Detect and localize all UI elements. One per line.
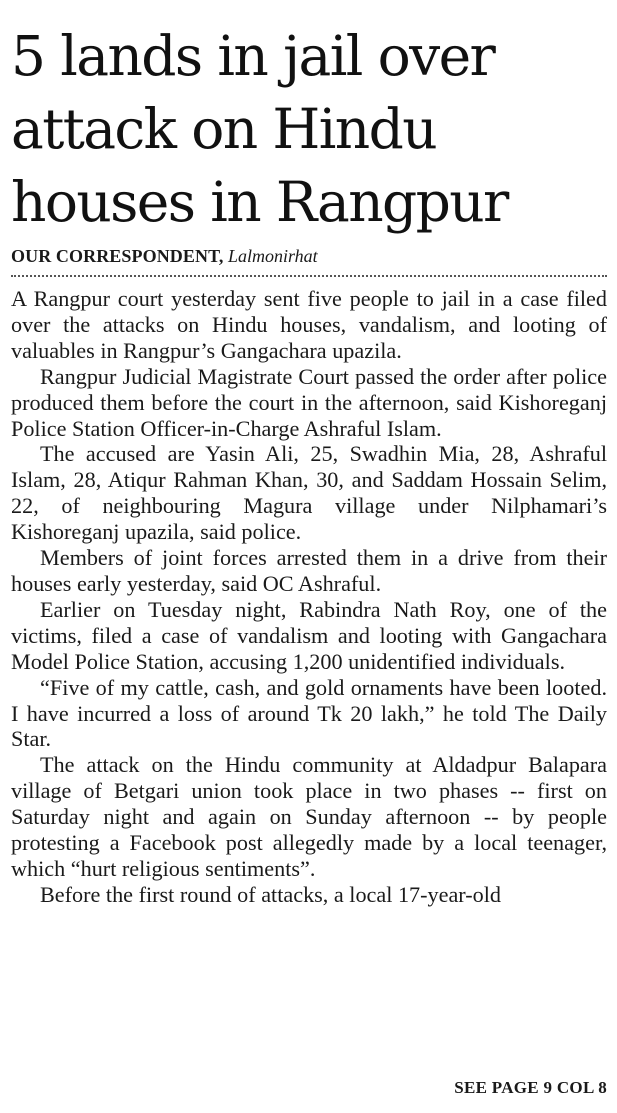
continuation-reference: SEE PAGE 9 COL 8 <box>454 1078 607 1097</box>
article-body <box>11 286 607 908</box>
byline <box>11 245 607 277</box>
body-paragraph: Before the first round of attacks, a local 17-year-old <box>40 881 501 907</box>
body-paragraph: Members of joint forces arrested them in a drive from their houses early yesterday, said OC Ashraful. <box>11 545 607 596</box>
headline-line: attack on Hindu <box>11 97 437 161</box>
body-paragraph: “Five of my cattle, cash, and gold ornaments have been looted. I have incurred a loss of around Tk 20 lakh,” he told The Daily Star. <box>11 674 607 752</box>
headline-line: houses in Rangpur <box>11 170 508 234</box>
body-paragraph: Rangpur Judicial Magistrate Court passed the order after police produced them before the court in the afternoon, said Kishoreganj Police Station Officer-in-Charge Ashraful Islam. <box>11 363 607 441</box>
body-paragraph: The attack on the Hindu community at Aldadpur Balapara village of Betgari union took place in two phases -- first on Saturday night and again on Sunday afternoon -- by people protesting a Facebook post allegedly made by a local teenager, which “hurt religious sentiments”. <box>11 752 607 881</box>
body-paragraph: The accused are Yasin Ali, 25, Swadhin Mia, 28, Ashraful Islam, 28, Atiqur Rahman Khan, 30, and Saddam Hossain Selim, 22, of neighbouring Magura village under Nilphamari’s Kishoreganj upazila, said police. <box>11 441 607 545</box>
body-paragraph: Earlier on Tuesday night, Rabindra Nath Roy, one of the victims, filed a case of vandalism and looting with Gangachara Model Police Station, accusing 1,200 unidentified individuals. <box>11 596 607 674</box>
body-paragraph: A Rangpur court yesterday sent five people to jail in a case filed over the attacks on Hindu houses, vandalism, and looting of valuables in Rangpur’s Gangachara upazila. <box>11 286 607 363</box>
headline <box>11 0 607 239</box>
headline-line: 5 lands in jail over <box>11 24 495 88</box>
byline-author: OUR CORRESPONDENT, <box>11 246 224 266</box>
byline-location: Lalmonirhat <box>227 246 318 266</box>
